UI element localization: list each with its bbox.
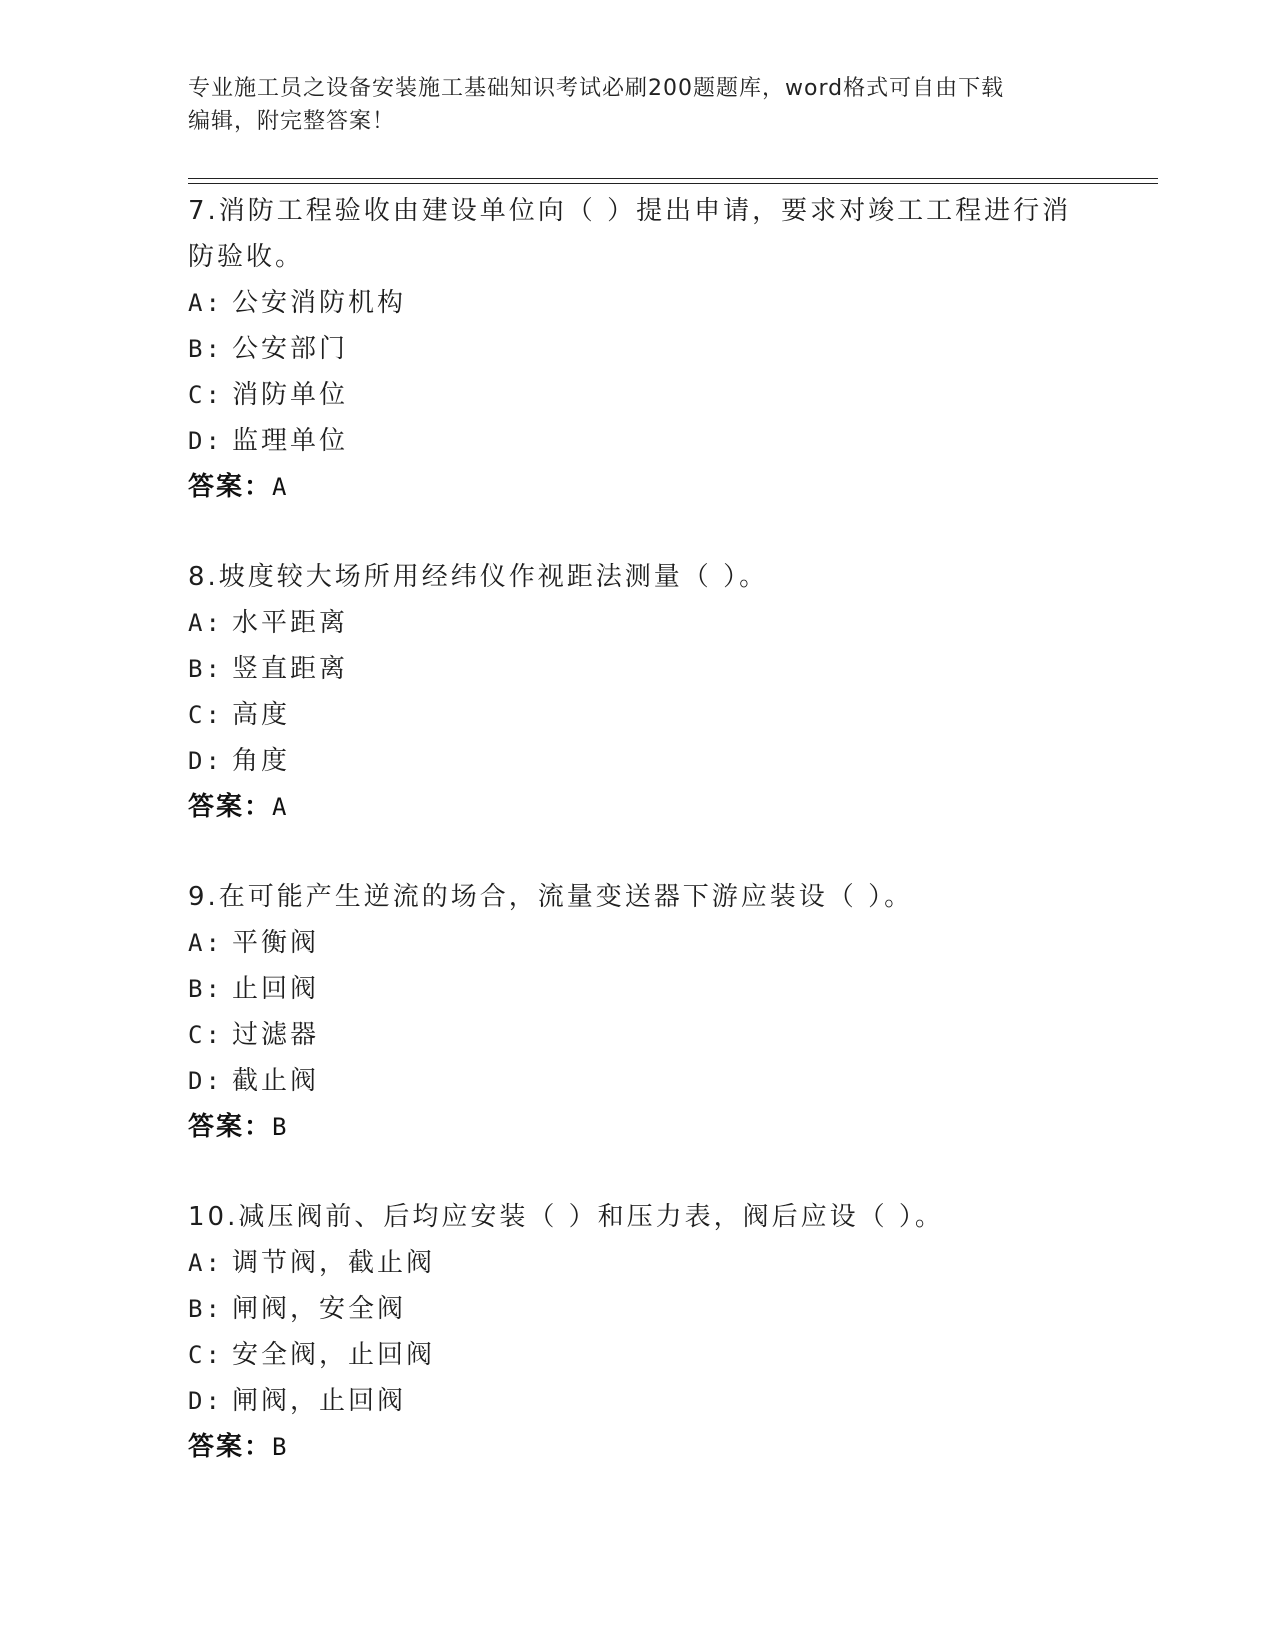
question-stem: 7.消防工程验收由建设单位向（ ）提出申请，要求对竣工工程进行消防验收。: [188, 196, 1072, 272]
option-text: 止回阀: [232, 974, 320, 1004]
option-text: 消防单位: [232, 380, 349, 410]
option-key: C:: [188, 1021, 223, 1049]
option-d: [188, 1378, 1088, 1424]
option-text: 角度: [232, 746, 291, 776]
question-item: [188, 1194, 1088, 1470]
option-b: [188, 1286, 1088, 1332]
option-key: D:: [188, 1387, 223, 1415]
option-key: C:: [188, 701, 223, 729]
question-item: [188, 188, 1088, 510]
answer-line: [188, 1104, 1088, 1150]
option-text: 平衡阀: [232, 928, 320, 958]
answer-line: [188, 1424, 1088, 1470]
answer-label: 答案：: [188, 1432, 273, 1462]
option-c: [188, 1012, 1088, 1058]
header-divider-top: [188, 178, 1158, 179]
option-b: [188, 326, 1088, 372]
question-item: [188, 554, 1088, 830]
option-key: C:: [188, 1341, 223, 1369]
option-d: [188, 738, 1088, 784]
option-key: B:: [188, 655, 223, 683]
option-a: [188, 280, 1088, 326]
option-key: A:: [188, 289, 223, 317]
option-c: [188, 372, 1088, 418]
option-text: 闸阀，安全阀: [232, 1294, 407, 1324]
answer-label: 答案：: [188, 792, 273, 822]
answer-line: [188, 784, 1088, 830]
option-a: [188, 920, 1088, 966]
option-text: 水平距离: [232, 608, 349, 638]
header-divider-bottom: [188, 183, 1158, 184]
option-key: B:: [188, 1295, 223, 1323]
answer-value: A: [272, 473, 289, 501]
option-text: 公安部门: [232, 334, 349, 364]
option-c: [188, 692, 1088, 738]
document-header: [188, 72, 1088, 138]
question-stem: 10.减压阀前、后均应安装（ ）和压力表，阀后应设（ ）。: [188, 1202, 944, 1232]
option-b: [188, 646, 1088, 692]
option-b: [188, 966, 1088, 1012]
question-stem: 9.在可能产生逆流的场合，流量变送器下游应装设（ ）。: [188, 882, 914, 912]
option-a: [188, 1240, 1088, 1286]
option-text: 监理单位: [232, 426, 349, 456]
answer-line: [188, 464, 1088, 510]
option-text: 安全阀，止回阀: [232, 1340, 436, 1370]
option-text: 竖直距离: [232, 654, 349, 684]
header-title-line-1: 专业施工员之设备安装施工基础知识考试必刷200题题库，word格式可自由下载: [188, 76, 1005, 101]
option-c: [188, 1332, 1088, 1378]
option-text: 过滤器: [232, 1020, 320, 1050]
header-title-line-2: 编辑，附完整答案！: [188, 109, 396, 134]
option-key: D:: [188, 1067, 223, 1095]
answer-value: A: [272, 793, 289, 821]
option-key: A:: [188, 929, 223, 957]
option-key: A:: [188, 609, 223, 637]
answer-label: 答案：: [188, 1112, 273, 1142]
answer-value: B: [272, 1433, 289, 1461]
option-key: D:: [188, 747, 223, 775]
option-key: D:: [188, 427, 223, 455]
option-key: C:: [188, 381, 223, 409]
option-text: 公安消防机构: [232, 288, 407, 318]
answer-value: B: [272, 1113, 289, 1141]
option-d: [188, 418, 1088, 464]
option-key: B:: [188, 335, 223, 363]
option-text: 截止阀: [232, 1066, 320, 1096]
option-key: A:: [188, 1249, 223, 1277]
question-list: [188, 188, 1088, 1514]
option-key: B:: [188, 975, 223, 1003]
question-stem: 8.坡度较大场所用经纬仪作视距法测量（ ）。: [188, 562, 769, 592]
option-d: [188, 1058, 1088, 1104]
question-item: [188, 874, 1088, 1150]
option-text: 闸阀，止回阀: [232, 1386, 407, 1416]
option-text: 调节阀，截止阀: [232, 1248, 436, 1278]
option-a: [188, 600, 1088, 646]
answer-label: 答案：: [188, 472, 273, 502]
option-text: 高度: [232, 700, 291, 730]
